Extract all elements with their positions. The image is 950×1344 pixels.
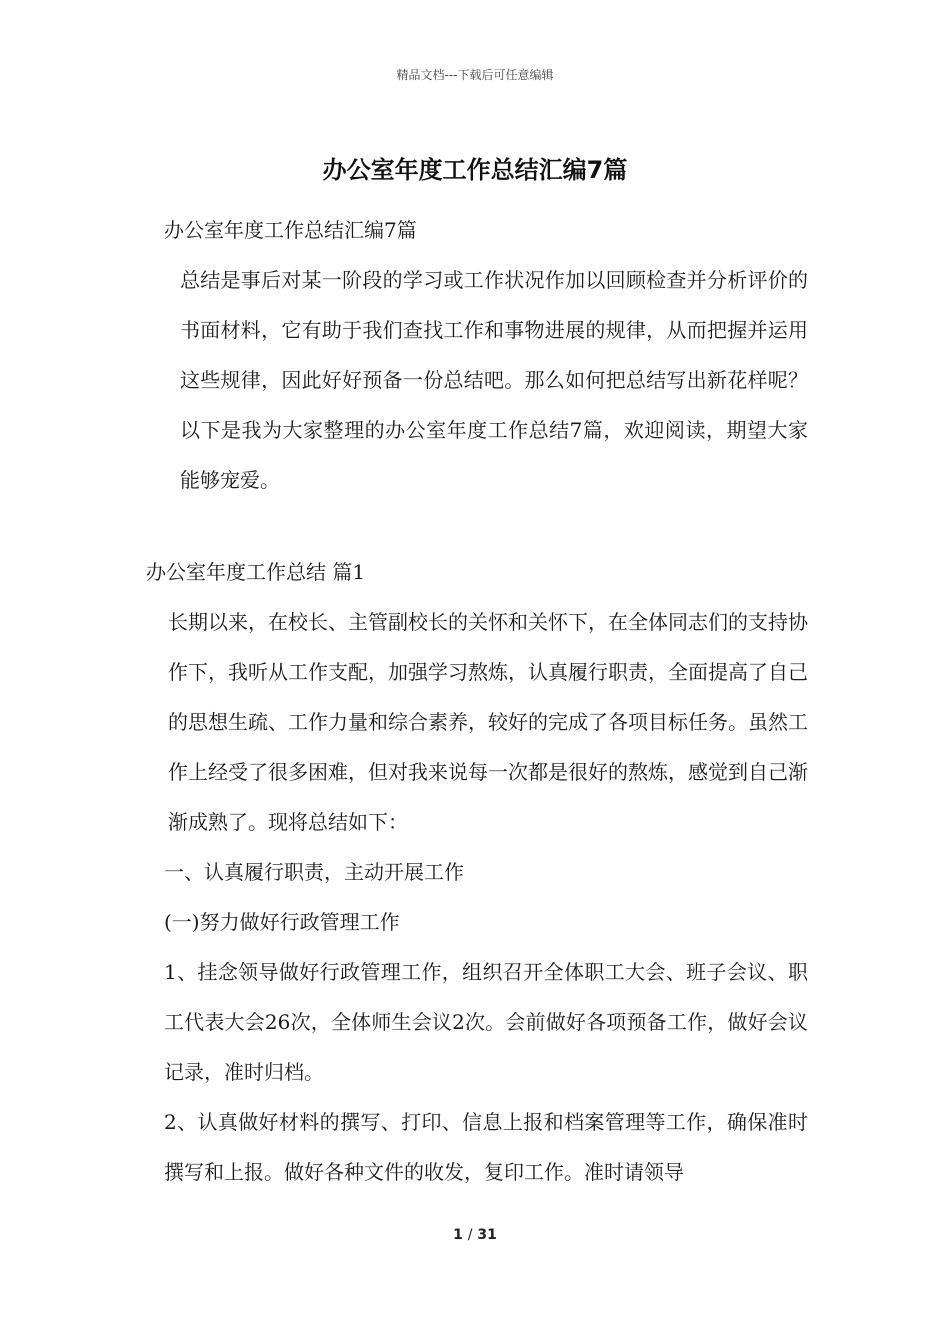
document-body xyxy=(146,205,808,1197)
page-header xyxy=(0,66,950,83)
section-heading: 办公室年度工作总结 篇1 xyxy=(146,560,366,584)
body-paragraph: 长期以来，在校长、主管副校长的关怀和关怀下，在全体同志们的支持协作下，我听从工作支配，加强学习熬炼，认真履行职责，全面提高了自己的思想生疏、工作力量和综合素养，较好的完成了各项目标任务。虽然工作上经受了很多困难，但对我来说每一次都是很好的熬炼，感觉到自己渐渐成熟了。现将总结如下： xyxy=(168,610,808,834)
document-title: 办公室年度工作总结汇编7篇 xyxy=(322,156,628,184)
page-total: 31 xyxy=(477,1227,497,1243)
intro-paragraph: 总结是事后对某一阶段的学习或工作状况作加以回顾检查并分析评价的书面材料，它有助于我们查找工作和事物进展的规律，从而把握并运用这些规律，因此好好预备一份总结吧。那么如何把总结写出新花样呢？以下是我为大家整理的办公室年度工作总结7篇，欢迎阅读，期望大家能够宠爱。 xyxy=(180,268,808,492)
subtitle-paragraph: 办公室年度工作总结汇编7篇 xyxy=(164,218,417,242)
subsection-heading: (一)努力做好行政管理工作 xyxy=(164,910,400,934)
page-number xyxy=(0,1227,950,1243)
list-item: 1、挂念领导做好行政管理工作，组织召开全体职工大会、班子会议、职工代表大会26次，全体师生会议2次。会前做好各项预备工作，做好会议记录，准时归档。 xyxy=(164,960,808,1084)
paragraph-gap xyxy=(146,505,808,547)
page-current: 1 xyxy=(453,1227,463,1243)
page-separator: / xyxy=(467,1227,473,1243)
header-text: 精品文档---下载后可任意编辑 xyxy=(396,68,554,82)
list-item: 2、认真做好材料的撰写、打印、信息上报和档案管理等工作，确保准时撰写和上报。做好各种文件的收发，复印工作。准时请领导 xyxy=(164,1110,808,1184)
subsection-heading: 一、认真履行职责，主动开展工作 xyxy=(164,860,464,884)
